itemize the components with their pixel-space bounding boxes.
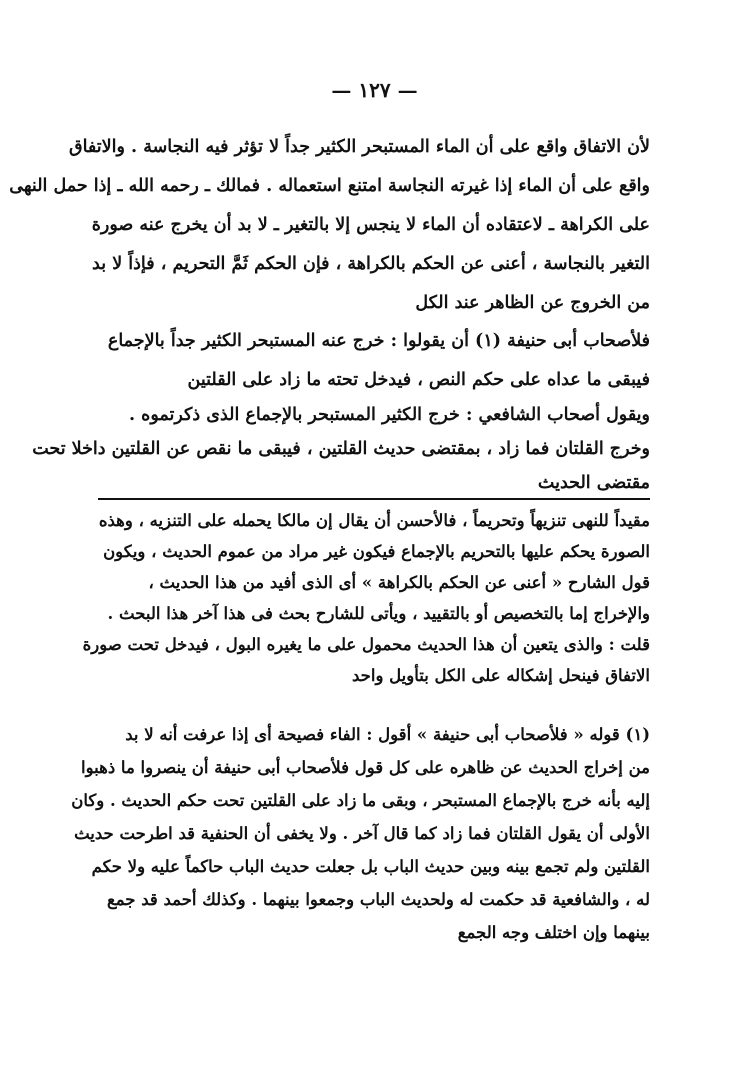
footnote-continuation: [82, 505, 650, 691]
main-paragraph-2: [98, 322, 650, 400]
text-line: من الخروج عن الظاهر عند الكل: [415, 293, 650, 313]
footnote-line: إليه بأنه خرج بالإجماع المستبحر ، وبقى ما زاد على القلتين تحت حكم الحديث . وكان: [71, 791, 650, 810]
footnote-divider: [98, 498, 650, 500]
footnote-line: القلتين ولم تجمع بينه وبين حديث الباب بل جعلت حديث الباب حاكماً عليه ولا حكم: [91, 857, 650, 876]
footnote-line: الاتفاق فينحل إشكاله على الكل بتأويل واحد: [352, 666, 650, 685]
footnote-line: قول الشارح « أعنى عن الحكم بالكراهة » أى الذى أفيد من هذا الحديث ،: [148, 573, 650, 592]
main-paragraph-3: [32, 398, 650, 500]
text-line: لأن الاتفاق واقع على أن الماء المستبحر الكثير جداً لا تؤثر فيه النجاسة . والاتفاق: [69, 137, 650, 157]
text-line: واقع على أن الماء إذا غيرته النجاسة امتنع استعماله . فمالك ـ رحمه الله ـ إذا حمل النهى: [9, 176, 650, 196]
footnote-line: بينهما وإن اختلف وجه الجمع: [457, 923, 650, 942]
text-line: وخرج القلتان فما زاد ، بمقتضى حديث القلتين ، فيبقى ما نقص عن القلتين داخلا تحت: [32, 439, 650, 459]
main-paragraph-1: [9, 128, 650, 323]
footnote-line: والإخراج إما بالتخصيص أو بالتقييد ، ويأتى للشارح بحث فى هذا آخر هذا البحث .: [107, 604, 650, 623]
footnote-line: من إخراج الحديث عن ظاهره على كل قول فلأصحاب أبى حنيفة أن ينصروا ما ذهبوا: [81, 758, 650, 777]
text-line: مقتضى الحديث: [537, 473, 650, 493]
footnote-line: الصورة يحكم عليها بالتحريم بالإجماع فيكون غير مراد من عموم الحديث ، ويكون: [103, 542, 650, 561]
text-line: فلأصحاب أبى حنيفة (١) أن يقولوا : خرج عنه المستبحر الكثير جداً بالإجماع: [107, 331, 650, 351]
text-line: على الكراهة ـ لاعتقاده أن الماء لا ينجس إلا بالتغير ـ لا بد أن يخرج عنه صورة: [91, 215, 650, 235]
footnote-line: (١) قوله « فلأصحاب أبى حنيفة » أقول : الفاء فصيحة أى إذا عرفت أنه لا بد: [125, 725, 650, 744]
text-line: فيبقى ما عداه على حكم النص ، فيدخل تحته ما زاد على القلتين: [187, 370, 650, 390]
footnote-1: [71, 718, 650, 949]
text-line: ويقول أصحاب الشافعي : خرج الكثير المستبحر بالإجماع الذى ذكرتموه .: [129, 405, 650, 425]
page-number: — ١٢٧ —: [331, 78, 418, 102]
footnote-line: مقيداً للنهى تنزيهاً وتحريماً ، فالأحسن أن يقال إن مالكا يحمله على التنزيه ، وهذه: [98, 511, 650, 530]
footnote-line: له ، والشافعية قد حكمت له ولحديث الباب وجمعوا بينهما . وكذلك أحمد قد جمع: [106, 890, 650, 909]
footnote-line: قلت : والذى يتعين أن هذا الحديث محمول على ما يغيره البول ، فيدخل تحت صورة: [82, 635, 650, 654]
text-line: التغير بالنجاسة ، أعنى عن الحكم بالكراهة ، فإن الحكم ثَمَّ التحريم ، فإذاً لا بد: [92, 254, 650, 274]
footnote-line: الأولى أن يقول القلتان فما زاد كما قال آخر . ولا يخفى أن الحنفية قد اطرحت حديث: [74, 824, 650, 843]
